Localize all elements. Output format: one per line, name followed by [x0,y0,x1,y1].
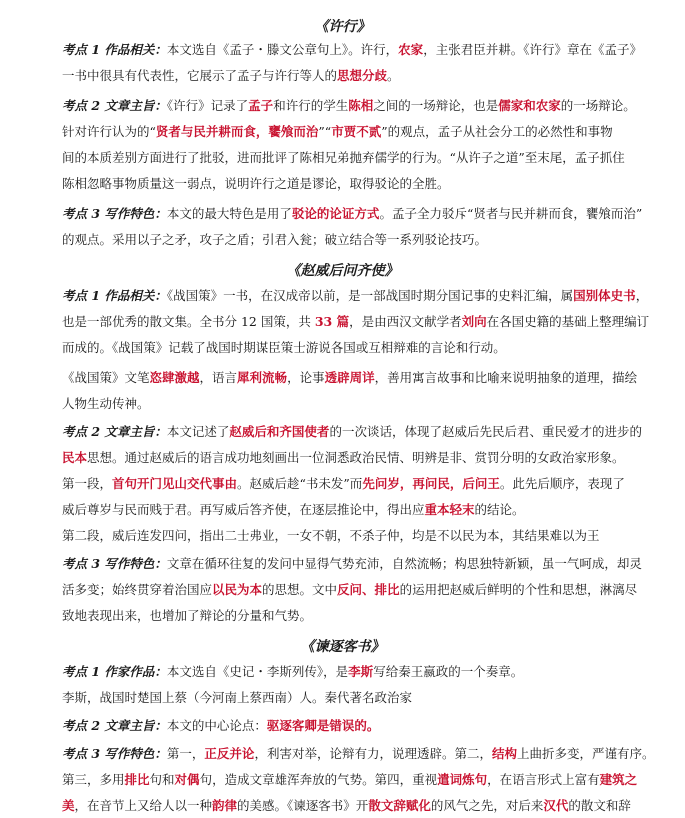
highlight-term: 遣词炼句 [437,772,488,787]
text-line [62,206,642,222]
highlight-term: 对偶 [174,772,200,787]
text-line [62,690,412,706]
text-run: 的观点。采用以子之矛，攻子之盾；引君入瓮；破立结合等一系列驳论技巧。 [62,232,488,247]
text-run: 和许行的学生 [273,98,349,113]
text-run: 陈相忽略事物质量这一弱点，说明许行之道是谬论，取得驳论的全胜。 [62,176,450,191]
highlight-term: 贤者与民并耕而食，饔飧而治 [155,124,319,139]
highlight-term: 以民为本 [212,582,263,597]
section-title: 《许行》 [314,19,371,35]
text-run: 本文的最大特色是用了 [166,206,292,221]
text-run: 本文的中心论点： [166,718,267,733]
point-label: 考点 3 写作特色： [62,206,167,221]
text-line [62,424,642,440]
highlight-term: 驳论的论证方式 [291,206,380,221]
text-run: 第三，多用 [62,772,125,787]
text-run: 第二段，威后连发四问，指出二士弗业，一女不朝，不杀子仲，均是不以民为本，其结果难以为王 [62,528,600,543]
text-line [62,450,625,466]
text-run: 的运用把赵威后鲜明的个性和思想，淋漓尽 [399,582,638,597]
text-run: 针对许行认为的“ [62,124,156,139]
highlight-term: 民本 [62,450,88,465]
point-label: 考点 2 文章主旨： [62,424,167,439]
highlight-term: 33 篇 [314,314,350,329]
point-label: 考点 3 写作特色： [62,556,167,571]
text-run: 之间的一场辩论，也是 [373,98,499,113]
text-run: ，在音节上又给人以一种 [74,798,213,813]
text-line [62,42,642,58]
highlight-term: 建筑之 [599,772,638,787]
text-run: 第一， [166,746,205,761]
text-run: ”“ [318,124,332,139]
text-line [62,68,400,84]
text-run: 。 [387,68,400,83]
text-line [62,98,636,114]
text-run: 句，造成文章雄浑奔放的气势。第四，重视 [199,772,438,787]
text-run: 人物生动传神。 [62,396,150,411]
text-run: 《战国策》文笔 [62,370,150,385]
text-run: 第一段， [62,476,113,491]
highlight-term: 韵律 [212,798,238,813]
text-line [62,772,637,788]
text-run: ，利害对举，论辩有力，说理透辟。第二， [254,746,492,761]
text-line [62,124,613,140]
text-run: 的思想。文中 [262,582,338,597]
text-run: 活多变；始终贯穿着治国应 [62,582,213,597]
highlight-term: 汉代 [543,798,569,813]
highlight-term: 透辟周详 [324,370,375,385]
text-run: 的风气之先，对后来 [430,798,544,813]
text-line [62,314,649,330]
text-run: 文章在循环往复的发问中显得气势充沛，自然流畅；构思独特新颖，虽一气呵成，却灵 [166,556,642,571]
text-run: 写给秦王嬴政的一个奏章。 [373,664,524,679]
text-run: ，善用寓言故事和比喻来说明抽象的道理，描绘 [374,370,638,385]
highlight-term: 犀利流畅 [237,370,288,385]
text-run: 而成的。《战国策》记载了战国时期谋臣策士游说各国或互相辩难的言论和行动。 [62,340,506,355]
text-run: 在各国史籍的基础上整理编订 [486,314,650,329]
text-run: 。赵威后趁“书未发”而 [237,476,363,491]
text-line [62,476,625,492]
highlight-term: 结构 [491,746,517,761]
highlight-term: 重本轻末 [424,502,475,517]
text-run: ，论事 [287,370,325,385]
highlight-term: 市贾不贰 [331,124,382,139]
text-run: 的一场辩论。 [560,98,636,113]
highlight-term: 陈相 [348,98,374,113]
point-label: 考点 2 文章主旨： [62,718,167,733]
text-run: 思想。通过赵威后的语言成功地刻画出一位洞悉政治民情、明辨是非、赏罚分明的女政治家形象。 [87,450,625,465]
text-run: ，在语言形式上富有 [487,772,600,787]
text-line [62,608,312,624]
text-run: 《战国策》一书，在汉成帝以前，是一部战国时期分国记事的史料汇编，属 [166,288,574,303]
text-line [62,664,523,680]
point-label: 考点 2 文章主旨： [62,98,167,113]
point-label: 考点 3 写作特色： [62,746,167,761]
text-run: 威后尊岁与民而贱于君。再写威后答齐使，在逐层推论中，得出应 [62,502,425,517]
highlight-term: 农家 [398,42,424,57]
highlight-term: 儒家和农家 [498,98,561,113]
text-line [62,528,600,544]
highlight-term: 驱逐客卿是错误的。 [266,718,380,733]
text-line [62,288,648,304]
highlight-term: 恣肆激越 [149,370,200,385]
text-line [62,502,525,518]
text-run: 句和 [149,772,175,787]
text-run: 一书中很具有代表性，它展示了孟子与许行等人的 [62,68,338,83]
text-run: ，主张君臣并耕。《许行》章在《孟子》 [423,42,642,57]
section-title: 《赵威后问齐使》 [286,263,399,279]
text-run: 上曲折多变，严谨有序。 [516,746,655,761]
text-line [62,340,506,356]
text-run: 的结论。 [474,502,525,517]
highlight-term: 孟子 [248,98,274,113]
highlight-term: 国别体史书 [573,288,636,303]
text-run: 。此先后顺序，表现了 [499,476,625,491]
text-line [62,370,637,386]
highlight-term: 正反并论 [204,746,255,761]
text-line [62,176,450,192]
text-run: 也是一部优秀的散文集。全书分 12 国策，共 [62,314,315,329]
text-run: 致地表现出来，也增加了辩论的分量和气势。 [62,608,313,623]
text-run: 《许行》记录了 [166,98,249,113]
text-line [62,232,487,248]
text-run: 本文记述了 [166,424,230,439]
text-line [62,150,625,166]
highlight-term: 刘向 [461,314,487,329]
text-run: 的美感。《谏逐客书》开 [237,798,369,813]
text-line [62,556,642,572]
highlight-term: 排比 [124,772,150,787]
text-line [62,582,637,598]
text-run: 李斯，战国时楚国上蔡（今河南上蔡西南）人。秦代著名政治家 [62,690,413,705]
section-title: 《谏逐客书》 [300,639,385,655]
point-label: 考点 1 作品相关： [62,42,167,57]
highlight-term: 赵威后和齐国使者 [229,424,330,439]
text-run: ，语言 [199,370,238,385]
point-label: 考点 1 作家作品： [62,664,167,679]
text-run: 间的本质差别方面进行了批驳，进而批评了陈相兄弟抛弃儒学的行为。“从许子之道”至末尾，孟子抓住 [62,150,625,165]
text-run: 的散文和辞 [568,798,631,813]
text-run: ”的观点，孟子从社会分工的必然性和事物 [381,124,613,139]
text-line [62,718,379,734]
text-line [62,396,150,412]
highlight-term: 首句开门见山交代事由 [112,476,238,491]
text-run: 。孟子全力驳斥“贤者与民并耕而食，饔飧而治” [379,206,643,221]
highlight-term: 先问岁，再问民，后问王 [362,476,500,491]
text-run: 本文选自《孟子・滕文公章句上》。许行， [166,42,399,57]
highlight-term: 美 [62,798,75,813]
text-run: ，是由西汉文献学者 [349,314,462,329]
text-run: 本文选自《史记・李斯列传》，是 [166,664,349,679]
highlight-term: 思想分歧 [337,68,388,83]
text-line [62,746,654,762]
point-label: 考点 1 作品相关： [62,288,167,303]
highlight-term: 李斯 [348,664,374,679]
highlight-term: 散文辞赋化 [368,798,431,813]
highlight-term: 反问、排比 [337,582,400,597]
text-line [62,798,631,814]
text-run: 的一次谈话，体现了赵威后先民后君、重民爱才的进步的 [329,424,642,439]
text-run: ， [635,288,649,303]
